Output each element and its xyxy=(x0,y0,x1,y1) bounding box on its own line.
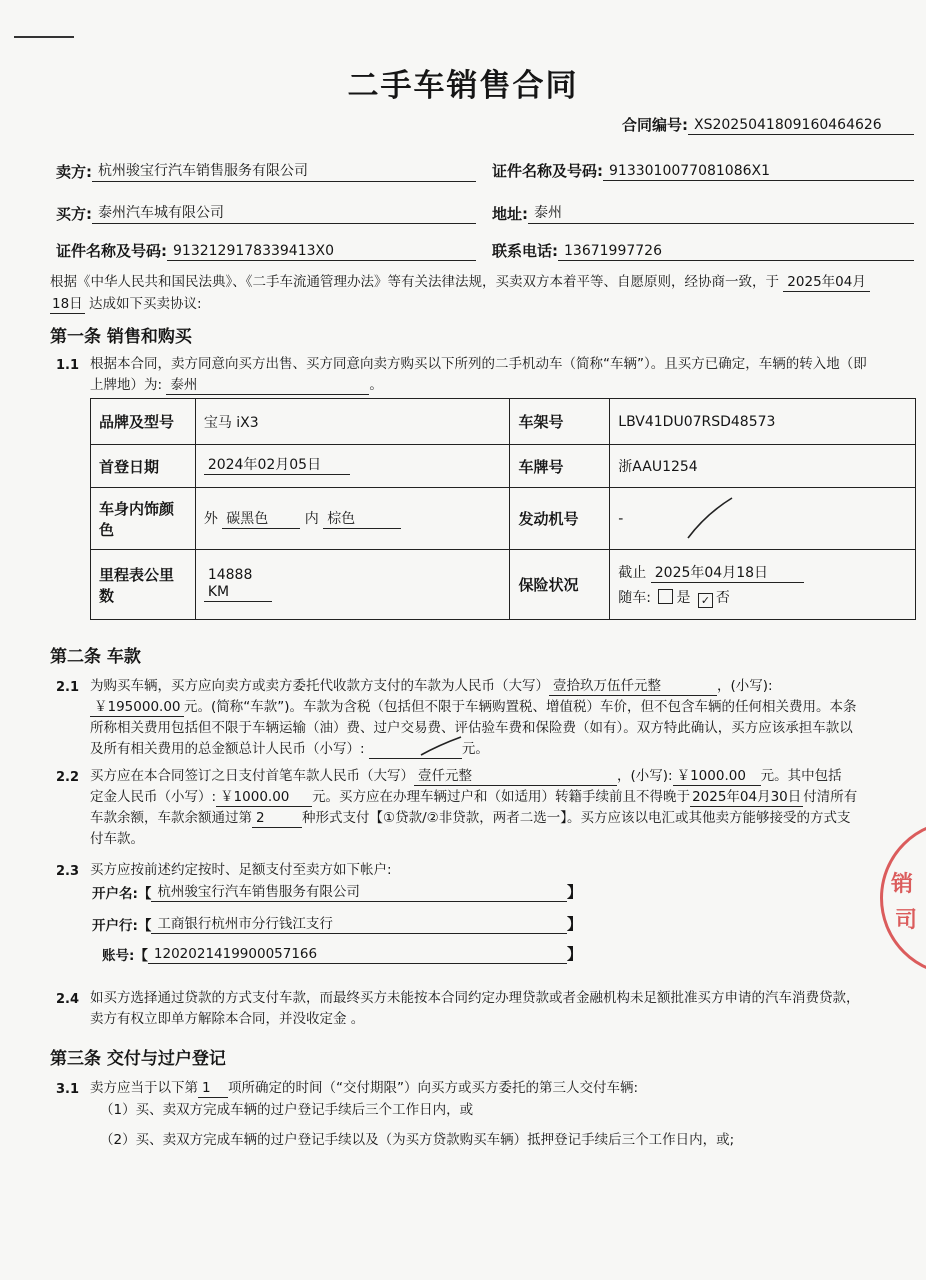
seller-id-label: 证件名称及号码: xyxy=(492,162,603,180)
table-row xyxy=(91,399,916,445)
yes-checkbox xyxy=(658,589,673,604)
seller-label: 卖方: xyxy=(56,163,92,181)
clause-2-1-line-3: 所称相关费用包括但不限于车辆运输（油）费、过户交易费、评估验车费和保险费（如有）。双方特此确认，买方应该承担车款以 xyxy=(90,720,853,736)
clause-1-1-line-1: 根据本合同，卖方同意向买方出售、买方同意向卖方购买以下所列的二手机动车（简称“车辆”）。且买方已确定，车辆的转入地（即 xyxy=(90,356,867,372)
clause-2-1-text-c: 元。(简称“车款”)。车款为含税（包括但不限于车辆购置税、增值税）车价，但不包含车辆的任何相关费用。本条 xyxy=(184,699,857,715)
clause-2-2-text-d: 定金人民币（小写）: xyxy=(90,789,217,805)
account-name-field xyxy=(92,880,582,902)
clause-2-1-text-e: 及所有相关费用的总金额总计人民币（小写）: xyxy=(90,741,365,757)
account-name-label: 开户名:【 xyxy=(92,886,152,902)
clause-1-1-end: 。 xyxy=(369,377,383,393)
vin-label: 车架号 xyxy=(510,399,610,445)
clause-2-2-line-2 xyxy=(90,787,857,808)
color-label: 车身内饰颜色 xyxy=(91,488,196,550)
reg-date-label: 首登日期 xyxy=(91,445,196,488)
interior-color: 棕色 xyxy=(323,511,401,529)
clause-2-3-text: 买方应按前述约定按时、足额支付至卖方如下帐户: xyxy=(90,862,392,878)
strike-mark xyxy=(680,494,740,544)
bank-label: 开户行:【 xyxy=(92,918,152,934)
insurance-cell xyxy=(610,550,916,620)
clause-2-1-line-1 xyxy=(90,676,773,697)
bracket-close: 】 xyxy=(566,945,582,963)
table-row xyxy=(91,550,916,620)
seller-field xyxy=(56,160,476,182)
insurance-with-car-row xyxy=(618,587,907,608)
intro-text: 根据《中华人民共和国民法典》、《二手车流通管理办法》等有关法律法规，买卖双方本着平等、自愿原则，经协商一致，于 xyxy=(50,274,779,290)
engine-value: - xyxy=(618,510,624,527)
mileage-cell xyxy=(195,550,510,620)
registration-place: 泰州 xyxy=(166,377,369,395)
clause-2-1-number: 2.1 xyxy=(56,680,80,695)
payment-deadline: 2025年04月30日 xyxy=(692,789,802,805)
clause-3-1-text-a: 卖方应当于以下第 xyxy=(90,1080,198,1096)
page-title: 二手车销售合同 xyxy=(347,68,579,104)
seller-id-value: 9133010077081086X1 xyxy=(603,163,914,181)
exterior-color: 碳黑色 xyxy=(222,511,300,529)
clause-2-1-text-b: ，(小写): xyxy=(717,678,773,694)
clause-3-1-line-1 xyxy=(90,1078,638,1099)
engine-cell xyxy=(610,488,916,550)
buyer-id-field xyxy=(56,240,476,261)
reg-date-cell xyxy=(195,445,510,488)
interior-prefix: 内 xyxy=(304,511,319,527)
first-payment-uppercase: 壹仟元整 xyxy=(414,768,617,786)
buyer-field xyxy=(56,202,476,224)
insurance-deadline-row xyxy=(618,562,907,583)
buyer-id-label: 证件名称及号码: xyxy=(56,242,167,260)
clause-2-4-line-1: 如买方选择通过贷款的方式支付车款，而最终买方未能按本合同约定办理贷款或者金融机构未足额批准买方申请的汽车消费贷款， xyxy=(90,990,860,1006)
bracket-close: 】 xyxy=(566,915,582,933)
clause-2-4-number: 2.4 xyxy=(56,992,80,1007)
buyer-phone-label: 联系电话: xyxy=(492,242,558,260)
insurance-deadline-prefix: 截止 xyxy=(618,564,647,581)
company-seal: 销 司 xyxy=(880,820,926,976)
clause-2-2-text-h: 种形式支付【①贷款/②非贷款，两者二选一】。买方应该以电汇或其他卖方能够接受的方式支 xyxy=(302,810,851,826)
bracket-close: 】 xyxy=(566,883,582,901)
buyer-address-label: 地址: xyxy=(492,205,528,223)
clause-2-2-line-4: 付车款。 xyxy=(90,831,144,847)
account-no-label: 账号:【 xyxy=(102,948,148,964)
contract-no-field xyxy=(622,114,914,135)
buyer-label: 买方: xyxy=(56,205,92,223)
yes-label: 是 xyxy=(676,589,691,606)
clause-2-2-text-e: 元。买方应在办理车辆过户和（如适用）转籍手续前且不得晚于 xyxy=(312,789,691,805)
buyer-name: 泰州汽车城有限公司 xyxy=(92,202,476,224)
bank-field xyxy=(92,912,582,934)
intro-line-2 xyxy=(50,294,202,315)
clause-2-2-text-g: 车款余额，车款余额通过第 xyxy=(90,810,252,826)
brand-label: 品牌及型号 xyxy=(91,399,196,445)
clause-1-1-number: 1.1 xyxy=(56,358,80,373)
buyer-phone-value: 13671997726 xyxy=(558,243,914,261)
clause-2-1-text-a: 为购买车辆，买方应向卖方或卖方委托代收款方支付的车款为人民币（大写） xyxy=(90,678,549,694)
exterior-prefix: 外 xyxy=(203,511,218,527)
intro-line-1 xyxy=(50,272,870,293)
price-lowercase: ￥195000.00 xyxy=(90,699,184,717)
clause-3-1-text-b: 项所确定的时间（“交付期限”）向买方或买方委托的第三人交付车辆: xyxy=(228,1080,639,1096)
table-row xyxy=(91,488,916,550)
intro-date-month: 2025年04月 xyxy=(783,274,870,292)
clause-2-1-text-f: 元。 xyxy=(461,741,489,757)
price-uppercase: 壹拾玖万伍仟元整 xyxy=(549,678,717,696)
scan-mark xyxy=(14,36,74,38)
clause-2-2-number: 2.2 xyxy=(56,770,80,785)
clause-1-1-line-2 xyxy=(90,375,383,396)
buyer-address-field xyxy=(492,202,914,224)
brand-value: 宝马 iX3 xyxy=(195,399,510,445)
section-2-title: 第二条 车款 xyxy=(50,647,141,667)
insurance-label: 保险状况 xyxy=(510,550,610,620)
clause-3-1-number: 3.1 xyxy=(56,1082,80,1097)
clause-3-1-option-1: （1）买、卖双方完成车辆的过户登记手续后三个工作日内，或 xyxy=(100,1102,474,1118)
first-payment-lowercase: ￥1000.00 xyxy=(673,768,761,786)
clause-2-3-number: 2.3 xyxy=(56,864,80,879)
delivery-item: 1 xyxy=(198,1080,228,1098)
reg-date-value: 2024年02月05日 xyxy=(204,457,350,475)
contract-no-value: XS2025041809160464626 xyxy=(688,117,914,135)
total-amount-blank xyxy=(369,741,462,759)
buyer-id-value: 9132129178339413X0 xyxy=(167,243,476,261)
mileage-value: 14888 KM xyxy=(204,567,272,602)
intro-text-2: 达成如下买卖协议: xyxy=(88,296,202,312)
insurance-deadline: 2025年04月18日 xyxy=(651,565,804,583)
seller-name: 杭州骏宝行汽车销售服务有限公司 xyxy=(92,160,476,182)
clause-2-1-line-2 xyxy=(90,697,857,718)
table-row xyxy=(91,445,916,488)
clause-2-4-line-2: 卖方有权立即单方解除本合同，并没收定金 。 xyxy=(90,1011,365,1027)
mileage-label: 里程表公里数 xyxy=(91,550,196,620)
plate-value: 浙AAU1254 xyxy=(610,445,916,488)
clause-2-2-text-a: 买方应在本合同签订之日支付首笔车款人民币（大写） xyxy=(90,768,414,784)
vehicle-table xyxy=(90,398,916,620)
clause-1-1-text: 上牌地）为: xyxy=(90,377,163,393)
vin-value: LBV41DU07RSD48573 xyxy=(610,399,916,445)
clause-2-2-line-3 xyxy=(90,808,851,829)
section-1-title: 第一条 销售和购买 xyxy=(50,327,192,347)
section-3-title: 第三条 交付与过户登记 xyxy=(50,1049,226,1069)
strike-mark xyxy=(417,735,467,757)
account-name-value: 杭州骏宝行汽车销售服务有限公司 xyxy=(151,880,567,902)
bank-value: 工商银行杭州市分行钱江支行 xyxy=(151,912,567,934)
clause-2-2-text-b: ，(小写): xyxy=(617,768,673,784)
color-cell xyxy=(195,488,510,550)
seller-id-field xyxy=(492,160,914,181)
plate-label: 车牌号 xyxy=(510,445,610,488)
contract-no-label: 合同编号: xyxy=(622,116,688,134)
no-checkbox: ✓ xyxy=(698,593,713,608)
buyer-address-value: 泰州 xyxy=(528,202,914,224)
clause-3-1-option-2: （2）买、卖双方完成车辆的过户登记手续以及（为买方贷款购买车辆）抵押登记手续后三个工作日内，或; xyxy=(100,1132,735,1148)
engine-label: 发动机号 xyxy=(510,488,610,550)
account-no-field xyxy=(102,943,582,964)
payment-method: 2 xyxy=(252,810,302,828)
buyer-phone-field xyxy=(492,240,914,261)
no-label: 否 xyxy=(715,589,730,606)
account-no-value: 1202021419900057166 xyxy=(148,946,567,964)
with-car-label: 随车: xyxy=(618,589,652,606)
deposit-amount: ￥1000.00 xyxy=(216,789,312,807)
clause-2-2-line-1 xyxy=(90,766,842,787)
clause-2-1-line-4 xyxy=(90,739,489,760)
clause-2-2-text-f: 付清所有 xyxy=(803,789,858,805)
clause-2-2-text-c: 元。其中包括 xyxy=(760,768,842,784)
intro-date-day: 18日 xyxy=(52,296,83,312)
